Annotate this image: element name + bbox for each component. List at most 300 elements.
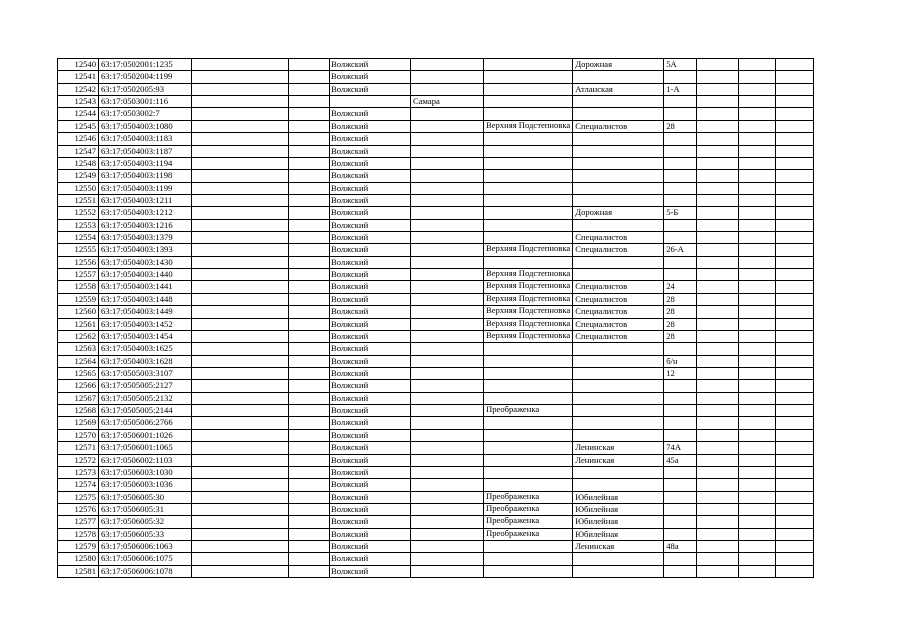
- cadastral-number-cell: 63:17:0506003:1036: [99, 479, 192, 491]
- locality-cell: [484, 133, 573, 145]
- house-cell: [664, 219, 697, 231]
- house-cell: [664, 170, 697, 182]
- city-cell: [411, 503, 484, 515]
- empty-cell: [289, 71, 330, 83]
- empty-cell: [739, 454, 776, 466]
- city-cell: [411, 429, 484, 441]
- cadastral-number-cell: 63:17:0504003:1379: [99, 232, 192, 244]
- empty-cell: [192, 355, 289, 367]
- district-cell: Волжский: [330, 503, 411, 515]
- cadastral-number-cell: 63:17:0504003:1194: [99, 157, 192, 169]
- district-cell: Волжский: [330, 269, 411, 281]
- city-cell: Самара: [411, 96, 484, 108]
- street-cell: Атланская: [573, 83, 664, 95]
- empty-cell: [192, 108, 289, 120]
- district-cell: Волжский: [330, 293, 411, 305]
- empty-cell: [697, 330, 739, 342]
- locality-cell: [484, 454, 573, 466]
- city-cell: [411, 380, 484, 392]
- empty-cell: [289, 528, 330, 540]
- district-cell: Волжский: [330, 392, 411, 404]
- table-row: [58, 269, 814, 281]
- empty-cell: [289, 269, 330, 281]
- empty-cell: [697, 306, 739, 318]
- empty-cell: [192, 269, 289, 281]
- house-cell: 74А: [664, 442, 697, 454]
- empty-cell: [289, 454, 330, 466]
- empty-cell: [776, 429, 814, 441]
- cadastral-number-cell: 63:17:0506005:32: [99, 516, 192, 528]
- empty-cell: [697, 442, 739, 454]
- empty-cell: [697, 207, 739, 219]
- locality-cell: [484, 541, 573, 553]
- row-number-cell: 12552: [58, 207, 99, 219]
- empty-cell: [739, 96, 776, 108]
- locality-cell: [484, 145, 573, 157]
- empty-cell: [289, 516, 330, 528]
- street-cell: [573, 157, 664, 169]
- empty-cell: [192, 442, 289, 454]
- empty-cell: [739, 516, 776, 528]
- locality-cell: Преображенка: [484, 528, 573, 540]
- empty-cell: [739, 565, 776, 577]
- district-cell: Волжский: [330, 429, 411, 441]
- table-row: [58, 429, 814, 441]
- empty-cell: [697, 553, 739, 565]
- cadastral-number-cell: 63:17:0504003:1454: [99, 330, 192, 342]
- locality-cell: [484, 207, 573, 219]
- house-cell: 28: [664, 318, 697, 330]
- empty-cell: [739, 182, 776, 194]
- locality-cell: Преображенка: [484, 491, 573, 503]
- empty-cell: [697, 269, 739, 281]
- city-cell: [411, 454, 484, 466]
- empty-cell: [776, 479, 814, 491]
- table-row: [58, 355, 814, 367]
- empty-cell: [776, 170, 814, 182]
- empty-cell: [289, 157, 330, 169]
- district-cell: Волжский: [330, 256, 411, 268]
- empty-cell: [697, 367, 739, 379]
- table-row: [58, 454, 814, 466]
- empty-cell: [289, 466, 330, 478]
- empty-cell: [289, 194, 330, 206]
- street-cell: Специалистов: [573, 120, 664, 132]
- district-cell: Волжский: [330, 355, 411, 367]
- empty-cell: [192, 528, 289, 540]
- locality-cell: [484, 219, 573, 231]
- empty-cell: [776, 59, 814, 71]
- table-row: [58, 207, 814, 219]
- row-number-cell: 12576: [58, 503, 99, 515]
- house-cell: [664, 71, 697, 83]
- street-cell: [573, 355, 664, 367]
- empty-cell: [739, 417, 776, 429]
- house-cell: [664, 194, 697, 206]
- empty-cell: [739, 108, 776, 120]
- cadastral-number-cell: 63:17:0503002:7: [99, 108, 192, 120]
- cadastral-number-cell: 63:17:0504003:1212: [99, 207, 192, 219]
- table-row: [58, 318, 814, 330]
- house-cell: [664, 96, 697, 108]
- empty-cell: [739, 380, 776, 392]
- city-cell: [411, 281, 484, 293]
- cadastral-number-cell: 63:17:0504003:1199: [99, 182, 192, 194]
- house-cell: 28: [664, 306, 697, 318]
- empty-cell: [739, 442, 776, 454]
- street-cell: [573, 417, 664, 429]
- locality-cell: [484, 343, 573, 355]
- table-row: [58, 553, 814, 565]
- table-row: [58, 293, 814, 305]
- locality-cell: Преображенка: [484, 516, 573, 528]
- table-row: [58, 59, 814, 71]
- street-cell: [573, 219, 664, 231]
- house-cell: 48а: [664, 541, 697, 553]
- empty-cell: [776, 491, 814, 503]
- table-body: [58, 59, 814, 578]
- city-cell: [411, 269, 484, 281]
- empty-cell: [776, 120, 814, 132]
- empty-cell: [192, 281, 289, 293]
- street-cell: [573, 479, 664, 491]
- locality-cell: Верхняя Подстепновка: [484, 120, 573, 132]
- house-cell: [664, 479, 697, 491]
- house-cell: [664, 466, 697, 478]
- row-number-cell: 12556: [58, 256, 99, 268]
- empty-cell: [776, 565, 814, 577]
- district-cell: Волжский: [330, 491, 411, 503]
- empty-cell: [697, 145, 739, 157]
- street-cell: Юбилейная: [573, 491, 664, 503]
- empty-cell: [776, 83, 814, 95]
- cadastral-number-cell: 63:17:0505006:2766: [99, 417, 192, 429]
- empty-cell: [697, 417, 739, 429]
- locality-cell: [484, 256, 573, 268]
- street-cell: [573, 380, 664, 392]
- empty-cell: [192, 170, 289, 182]
- street-cell: [573, 108, 664, 120]
- empty-cell: [289, 306, 330, 318]
- empty-cell: [697, 466, 739, 478]
- house-cell: 24: [664, 281, 697, 293]
- street-cell: Специалистов: [573, 306, 664, 318]
- locality-cell: Верхняя Подстепновка: [484, 318, 573, 330]
- street-cell: Юбилейная: [573, 516, 664, 528]
- district-cell: Волжский: [330, 541, 411, 553]
- district-cell: Волжский: [330, 83, 411, 95]
- city-cell: [411, 157, 484, 169]
- empty-cell: [697, 133, 739, 145]
- row-number-cell: 12575: [58, 491, 99, 503]
- empty-cell: [289, 380, 330, 392]
- table-row: [58, 170, 814, 182]
- table-row: [58, 367, 814, 379]
- row-number-cell: 12569: [58, 417, 99, 429]
- house-cell: 28: [664, 330, 697, 342]
- row-number-cell: 12581: [58, 565, 99, 577]
- empty-cell: [697, 96, 739, 108]
- empty-cell: [289, 343, 330, 355]
- empty-cell: [697, 120, 739, 132]
- city-cell: [411, 207, 484, 219]
- district-cell: Волжский: [330, 343, 411, 355]
- city-cell: [411, 133, 484, 145]
- empty-cell: [697, 170, 739, 182]
- empty-cell: [739, 194, 776, 206]
- locality-cell: [484, 96, 573, 108]
- row-number-cell: 12565: [58, 367, 99, 379]
- empty-cell: [739, 553, 776, 565]
- row-number-cell: 12541: [58, 71, 99, 83]
- city-cell: [411, 553, 484, 565]
- empty-cell: [776, 553, 814, 565]
- house-cell: [664, 516, 697, 528]
- district-cell: Волжский: [330, 120, 411, 132]
- empty-cell: [289, 541, 330, 553]
- house-cell: [664, 145, 697, 157]
- empty-cell: [192, 120, 289, 132]
- empty-cell: [739, 343, 776, 355]
- cadastral-number-cell: 63:17:0505005:2132: [99, 392, 192, 404]
- empty-cell: [697, 157, 739, 169]
- street-cell: Юбилейная: [573, 503, 664, 515]
- row-number-cell: 12580: [58, 553, 99, 565]
- locality-cell: [484, 83, 573, 95]
- house-cell: [664, 133, 697, 145]
- row-number-cell: 12573: [58, 466, 99, 478]
- table-row: [58, 528, 814, 540]
- street-cell: Ленинская: [573, 541, 664, 553]
- table-row: [58, 157, 814, 169]
- empty-cell: [776, 232, 814, 244]
- locality-cell: [484, 565, 573, 577]
- empty-cell: [776, 256, 814, 268]
- house-cell: [664, 491, 697, 503]
- empty-cell: [776, 157, 814, 169]
- empty-cell: [739, 59, 776, 71]
- table-row: [58, 182, 814, 194]
- house-cell: б/н: [664, 355, 697, 367]
- cadastral-number-cell: 63:17:0506005:33: [99, 528, 192, 540]
- city-cell: [411, 120, 484, 132]
- cadastral-number-cell: 63:17:0504003:1211: [99, 194, 192, 206]
- empty-cell: [739, 170, 776, 182]
- table-row: [58, 219, 814, 231]
- city-cell: [411, 219, 484, 231]
- empty-cell: [776, 516, 814, 528]
- house-cell: 28: [664, 120, 697, 132]
- house-cell: [664, 405, 697, 417]
- empty-cell: [776, 133, 814, 145]
- empty-cell: [697, 405, 739, 417]
- empty-cell: [192, 293, 289, 305]
- empty-cell: [739, 219, 776, 231]
- row-number-cell: 12551: [58, 194, 99, 206]
- street-cell: [573, 429, 664, 441]
- empty-cell: [289, 503, 330, 515]
- empty-cell: [776, 318, 814, 330]
- table-row: [58, 244, 814, 256]
- house-cell: [664, 256, 697, 268]
- row-number-cell: 12560: [58, 306, 99, 318]
- table-row: [58, 405, 814, 417]
- empty-cell: [697, 244, 739, 256]
- empty-cell: [289, 232, 330, 244]
- empty-cell: [289, 318, 330, 330]
- table-row: [58, 96, 814, 108]
- empty-cell: [739, 330, 776, 342]
- street-cell: [573, 553, 664, 565]
- empty-cell: [289, 83, 330, 95]
- empty-cell: [192, 59, 289, 71]
- cadastral-number-cell: 63:17:0506001:1026: [99, 429, 192, 441]
- street-cell: Дорожная: [573, 59, 664, 71]
- cadastral-number-cell: 63:17:0504003:1441: [99, 281, 192, 293]
- locality-cell: [484, 442, 573, 454]
- street-cell: Специалистов: [573, 244, 664, 256]
- empty-cell: [776, 417, 814, 429]
- locality-cell: [484, 479, 573, 491]
- city-cell: [411, 256, 484, 268]
- empty-cell: [739, 83, 776, 95]
- empty-cell: [776, 96, 814, 108]
- district-cell: Волжский: [330, 207, 411, 219]
- empty-cell: [192, 157, 289, 169]
- locality-cell: Преображенка: [484, 503, 573, 515]
- locality-cell: [484, 355, 573, 367]
- empty-cell: [289, 244, 330, 256]
- district-cell: Волжский: [330, 466, 411, 478]
- house-cell: [664, 232, 697, 244]
- district-cell: Волжский: [330, 170, 411, 182]
- row-number-cell: 12566: [58, 380, 99, 392]
- district-cell: Волжский: [330, 553, 411, 565]
- row-number-cell: 12562: [58, 330, 99, 342]
- house-cell: 12: [664, 367, 697, 379]
- empty-cell: [776, 392, 814, 404]
- street-cell: [573, 392, 664, 404]
- table-row: [58, 232, 814, 244]
- street-cell: [573, 133, 664, 145]
- cadastral-number-cell: 63:17:0502001:1235: [99, 59, 192, 71]
- empty-cell: [192, 565, 289, 577]
- empty-cell: [192, 417, 289, 429]
- city-cell: [411, 516, 484, 528]
- empty-cell: [776, 355, 814, 367]
- city-cell: [411, 318, 484, 330]
- empty-cell: [192, 330, 289, 342]
- empty-cell: [697, 281, 739, 293]
- empty-cell: [192, 491, 289, 503]
- empty-cell: [192, 479, 289, 491]
- row-number-cell: 12542: [58, 83, 99, 95]
- empty-cell: [697, 528, 739, 540]
- empty-cell: [739, 71, 776, 83]
- empty-cell: [776, 194, 814, 206]
- empty-cell: [776, 108, 814, 120]
- district-cell: Волжский: [330, 194, 411, 206]
- row-number-cell: 12547: [58, 145, 99, 157]
- empty-cell: [776, 71, 814, 83]
- empty-cell: [776, 466, 814, 478]
- empty-cell: [289, 256, 330, 268]
- street-cell: [573, 96, 664, 108]
- row-number-cell: 12564: [58, 355, 99, 367]
- city-cell: [411, 528, 484, 540]
- row-number-cell: 12543: [58, 96, 99, 108]
- cadastral-number-cell: 63:17:0504003:1393: [99, 244, 192, 256]
- empty-cell: [192, 367, 289, 379]
- empty-cell: [697, 429, 739, 441]
- locality-cell: [484, 466, 573, 478]
- street-cell: Юбилейная: [573, 528, 664, 540]
- empty-cell: [192, 71, 289, 83]
- empty-cell: [776, 380, 814, 392]
- empty-cell: [739, 306, 776, 318]
- city-cell: [411, 367, 484, 379]
- row-number-cell: 12540: [58, 59, 99, 71]
- empty-cell: [776, 343, 814, 355]
- empty-cell: [192, 182, 289, 194]
- house-cell: [664, 269, 697, 281]
- empty-cell: [776, 244, 814, 256]
- empty-cell: [739, 120, 776, 132]
- empty-cell: [192, 133, 289, 145]
- district-cell: Волжский: [330, 59, 411, 71]
- district-cell: Волжский: [330, 318, 411, 330]
- empty-cell: [776, 207, 814, 219]
- empty-cell: [697, 256, 739, 268]
- locality-cell: [484, 71, 573, 83]
- cadastral-number-cell: 63:17:0506006:1063: [99, 541, 192, 553]
- empty-cell: [776, 269, 814, 281]
- cadastral-number-cell: 63:17:0504003:1449: [99, 306, 192, 318]
- cadastral-number-cell: 63:17:0506003:1030: [99, 466, 192, 478]
- empty-cell: [739, 503, 776, 515]
- empty-cell: [289, 207, 330, 219]
- empty-cell: [697, 194, 739, 206]
- empty-cell: [289, 120, 330, 132]
- city-cell: [411, 355, 484, 367]
- empty-cell: [289, 330, 330, 342]
- city-cell: [411, 182, 484, 194]
- empty-cell: [739, 355, 776, 367]
- city-cell: [411, 541, 484, 553]
- empty-cell: [697, 491, 739, 503]
- table-row: [58, 516, 814, 528]
- locality-cell: [484, 182, 573, 194]
- district-cell: Волжский: [330, 232, 411, 244]
- empty-cell: [697, 355, 739, 367]
- city-cell: [411, 565, 484, 577]
- cadastral-number-cell: 63:17:0505005:2127: [99, 380, 192, 392]
- city-cell: [411, 466, 484, 478]
- row-number-cell: 12570: [58, 429, 99, 441]
- empty-cell: [697, 293, 739, 305]
- empty-cell: [739, 157, 776, 169]
- empty-cell: [697, 318, 739, 330]
- empty-cell: [192, 541, 289, 553]
- district-cell: Волжский: [330, 417, 411, 429]
- row-number-cell: 12546: [58, 133, 99, 145]
- cadastral-number-cell: 63:17:0504003:1452: [99, 318, 192, 330]
- row-number-cell: 12559: [58, 293, 99, 305]
- empty-cell: [739, 318, 776, 330]
- empty-cell: [776, 182, 814, 194]
- empty-cell: [697, 232, 739, 244]
- empty-cell: [192, 553, 289, 565]
